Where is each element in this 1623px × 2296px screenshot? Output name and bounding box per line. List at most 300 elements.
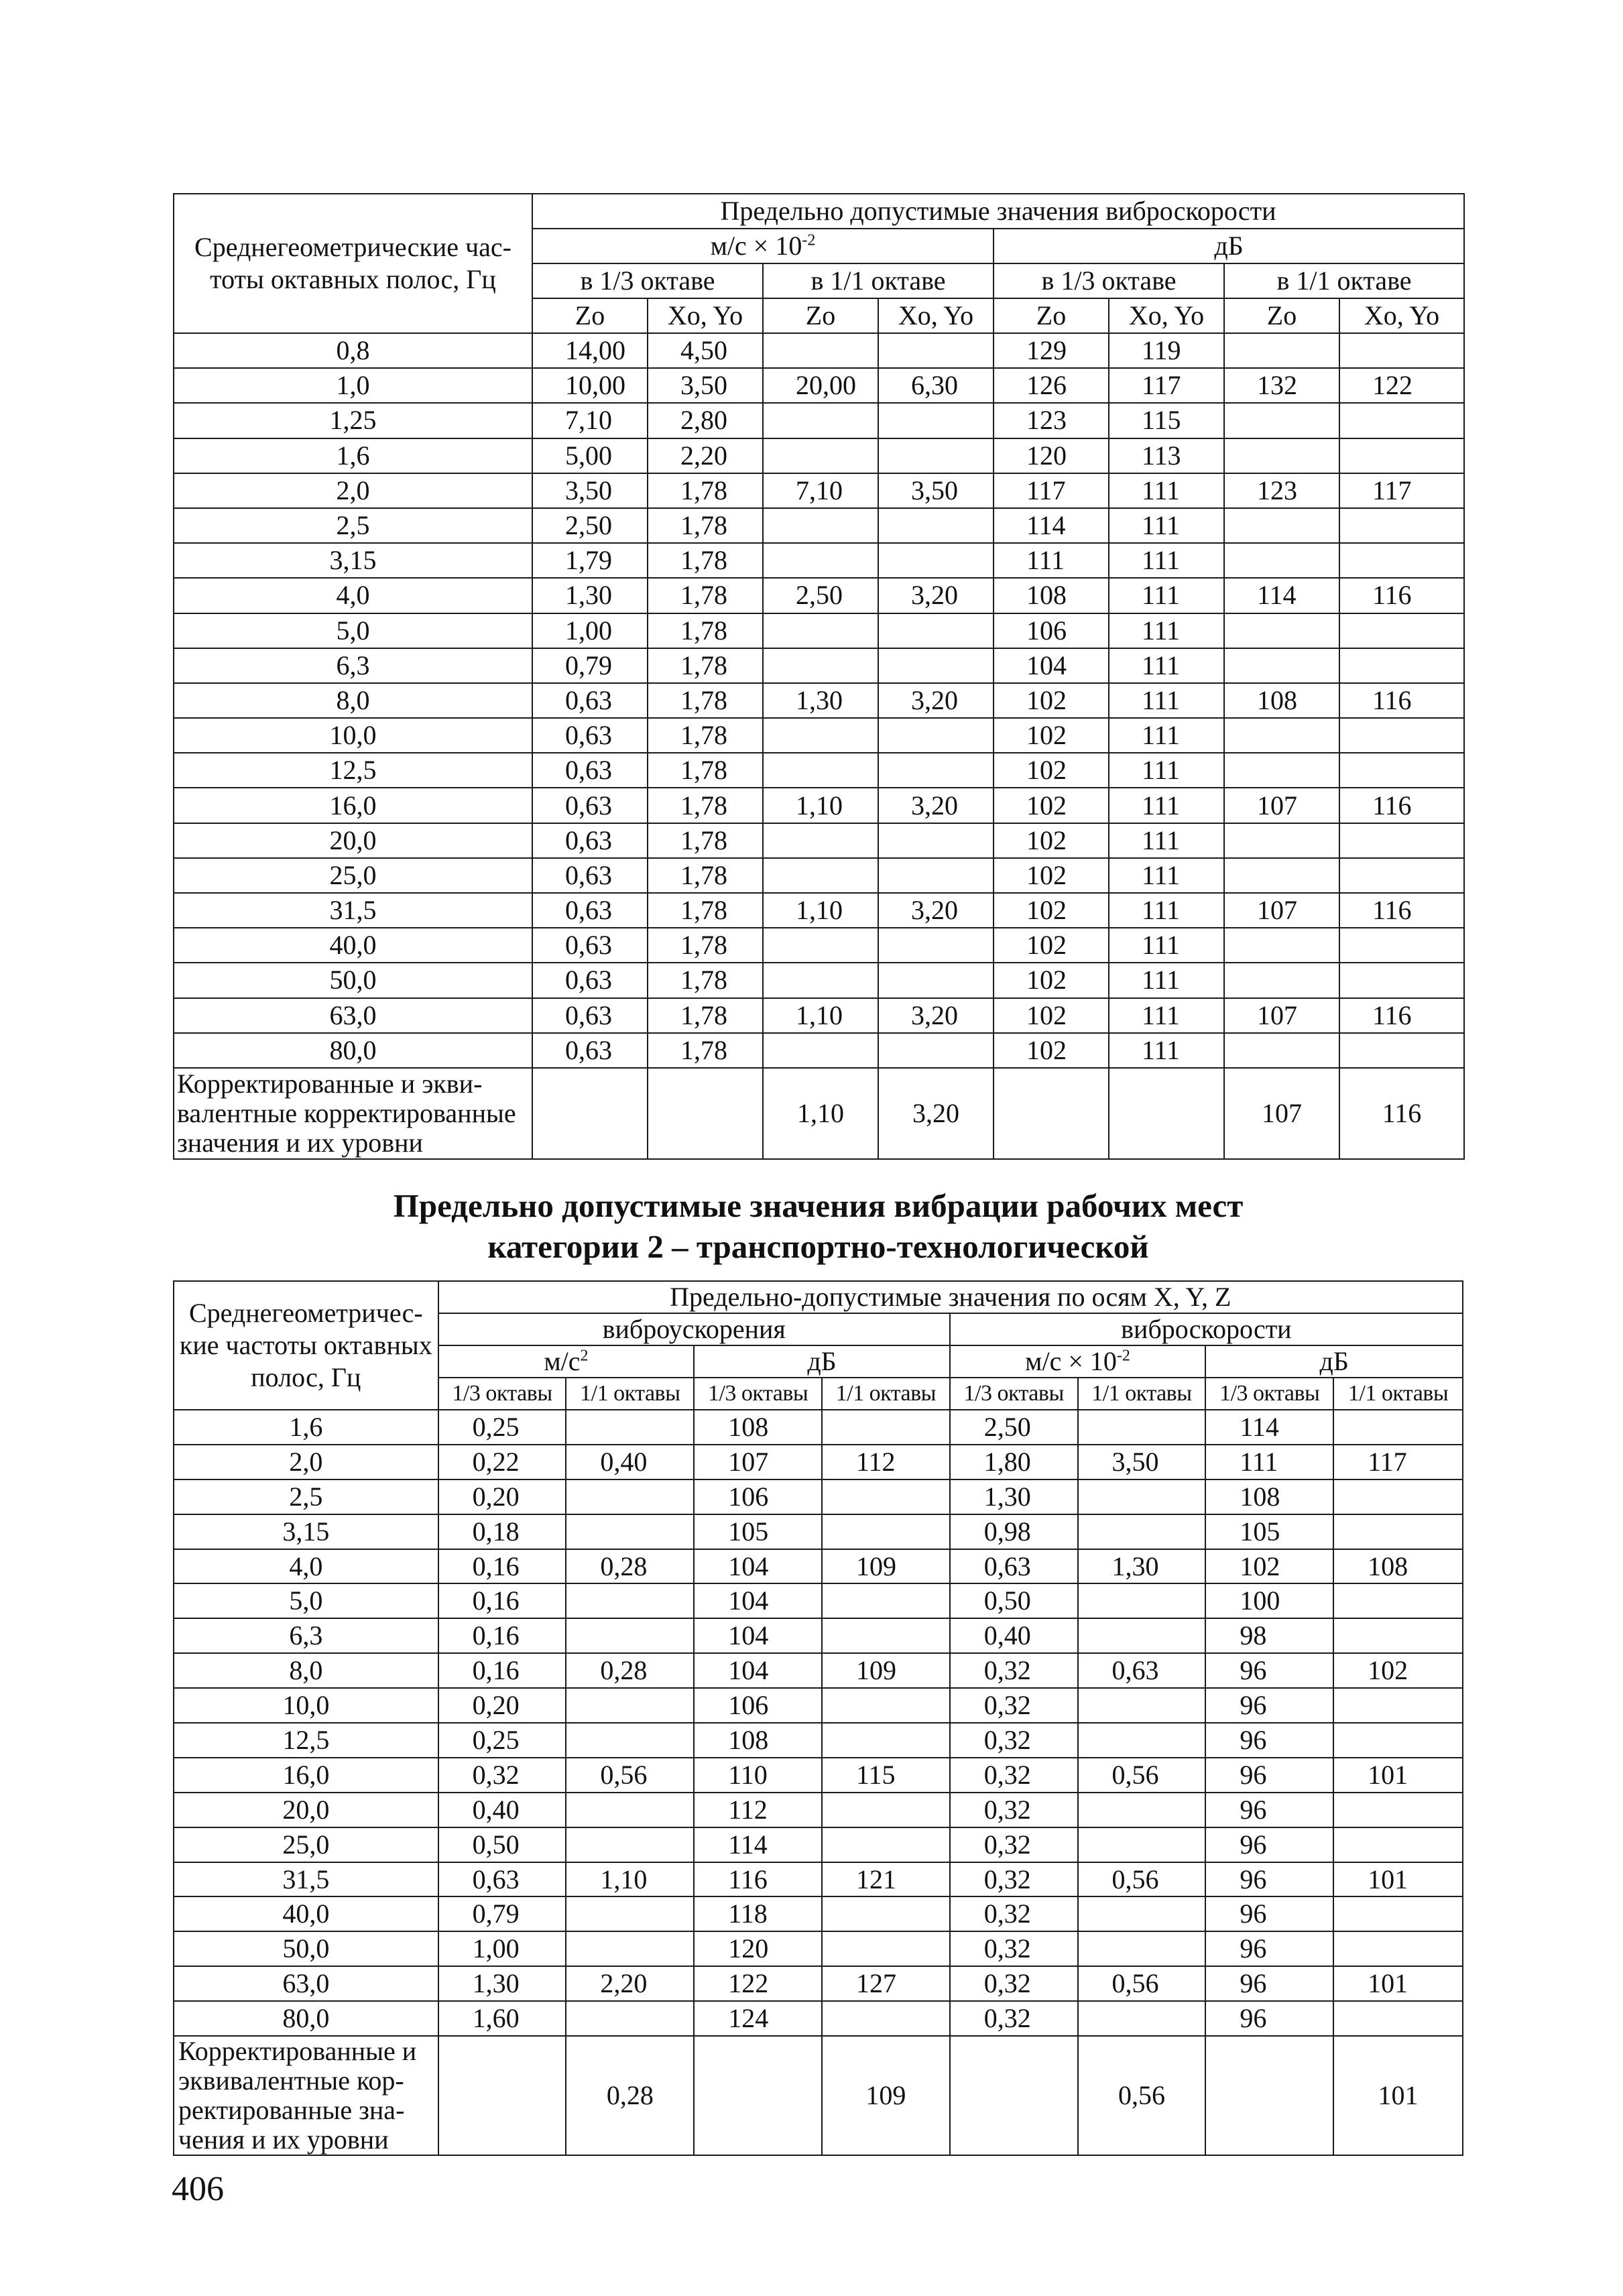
table2-value-cell: 111 [1205, 1445, 1333, 1479]
table1-value-cell: 111 [1109, 613, 1224, 648]
table1-footer-cell [648, 1068, 763, 1159]
table1-axis-xy-header: Xo, Yo [878, 298, 994, 333]
table1-value-cell: 120 [994, 438, 1109, 473]
table2-value-cell [1333, 2001, 1463, 2036]
table1-frequency-cell: 10,0 [174, 718, 532, 753]
table2-value-cell [566, 2001, 694, 2036]
table1-axis-xy-header: Xo, Yo [1109, 298, 1224, 333]
table2-band-13-header: 1/3 октавы [694, 1378, 822, 1410]
table1-footer-cell: 116 [1339, 1068, 1464, 1159]
table2-row [174, 1862, 1463, 1897]
table1-frequency-cell: 1,25 [174, 403, 532, 438]
table1-value-cell [1224, 753, 1339, 788]
table1-value-cell: 111 [1109, 648, 1224, 683]
table2-value-cell: 0,56 [566, 1758, 694, 1793]
table2-value-cell [1078, 1931, 1206, 1966]
table2-value-cell [566, 1479, 694, 1514]
table1-frequency-cell: 63,0 [174, 998, 532, 1033]
table2-value-cell: 108 [694, 1723, 822, 1758]
table1-value-cell: 113 [1109, 438, 1224, 473]
table1-value-cell: 102 [994, 683, 1109, 718]
table2-velocity-header: виброскорости [950, 1313, 1463, 1345]
table2-value-cell: 0,56 [1078, 1862, 1206, 1897]
table2-value-cell [566, 1618, 694, 1653]
table1-top-header: Предельно допустимые значения виброскорости [532, 194, 1464, 229]
table2-value-cell [1078, 1688, 1206, 1723]
table2-row [174, 1793, 1463, 1827]
table1-value-cell [878, 718, 994, 753]
table1-value-cell [878, 858, 994, 893]
table2-value-cell: 109 [822, 1653, 950, 1688]
table2-value-cell: 96 [1205, 1758, 1333, 1793]
table2-value-cell [566, 1514, 694, 1549]
table1-value-cell: 1,78 [648, 578, 763, 613]
table2-unit-ms-header: $м/с \times 10^{-2}$ [950, 1345, 1206, 1378]
table2-band-13-header: 1/3 октавы [950, 1378, 1078, 1410]
table2-frequency-cell: 63,0 [174, 1966, 438, 2001]
table1-value-cell: 104 [994, 648, 1109, 683]
table2-value-cell [822, 1618, 950, 1653]
table1-value-cell [878, 403, 994, 438]
table1-value-cell: 111 [1109, 543, 1224, 578]
table1-value-cell [878, 1033, 994, 1068]
table1-frequency-cell: 3,15 [174, 543, 532, 578]
section-title [173, 1185, 1463, 1268]
table1-value-cell [1339, 963, 1464, 998]
table1-value-cell: 111 [994, 543, 1109, 578]
table2-value-cell: 0,56 [1078, 1966, 1206, 2001]
table1-value-cell: 111 [1109, 858, 1224, 893]
table2-value-cell: 1,30 [1078, 1549, 1206, 1584]
table1-value-cell: 0,63 [532, 1033, 648, 1068]
table1-value-cell: 3,20 [878, 998, 994, 1033]
table1-value-cell: 5,00 [532, 438, 648, 473]
table2-value-cell [1333, 1514, 1463, 1549]
table2-value-cell: 0,32 [950, 1653, 1078, 1688]
table2-frequency-cell: 50,0 [174, 1931, 438, 1966]
table1-band-11-header: в 1/1 октаве [1224, 263, 1464, 298]
table2-value-cell [566, 1583, 694, 1618]
table2-value-cell: 0,32 [950, 1966, 1078, 2001]
table1-value-cell: 1,78 [648, 963, 763, 998]
table1-footer-cell: 1,10 [763, 1068, 878, 1159]
table1-value-cell [878, 438, 994, 473]
table2-value-cell: 96 [1205, 1723, 1333, 1758]
table2-footer-cell [1205, 2036, 1333, 2155]
table2-value-cell: 0,32 [438, 1758, 566, 1793]
table1-value-cell: 1,78 [648, 928, 763, 963]
table2-value-cell: 114 [1205, 1410, 1333, 1445]
table2-value-cell [1333, 1896, 1463, 1931]
table2-footer-cell: 0,28 [566, 2036, 694, 2155]
table2-value-cell [1078, 1896, 1206, 1931]
table2-value-cell [566, 1931, 694, 1966]
table1-frequency-cell: 40,0 [174, 928, 532, 963]
table2-value-cell [566, 1896, 694, 1931]
table2-value-cell: 106 [694, 1479, 822, 1514]
table1-value-cell: 111 [1109, 578, 1224, 613]
table2-footer-label: Корректированные и эквивалентные корректированные значения и их уровни [174, 2036, 438, 2155]
table2-value-cell [566, 1410, 694, 1445]
table2-value-cell: 0,20 [438, 1688, 566, 1723]
table2-value-cell: 96 [1205, 1653, 1333, 1688]
table2-value-cell: 121 [822, 1862, 950, 1897]
table1-value-cell [763, 508, 878, 543]
table2-value-cell [1078, 1514, 1206, 1549]
table2-value-cell: 127 [822, 1966, 950, 2001]
table2-value-cell: 2,20 [566, 1966, 694, 2001]
category2-vibration-table [173, 1280, 1463, 2156]
table2-band-11-header: 1/1 октавы [566, 1378, 694, 1410]
table1-value-cell [1224, 718, 1339, 753]
table2-frequency-cell: 80,0 [174, 2001, 438, 2036]
table1-row [174, 963, 1464, 998]
table2-row [174, 1549, 1463, 1584]
table1-value-cell: 1,78 [648, 613, 763, 648]
table1-value-cell: 20,00 [763, 368, 878, 403]
table2-value-cell: 107 [694, 1445, 822, 1479]
table1-value-cell: 1,78 [648, 823, 763, 858]
table2-value-cell [1333, 1827, 1463, 1862]
table2-footer-cell [950, 2036, 1078, 2155]
table2-frequency-cell: 20,0 [174, 1793, 438, 1827]
table1-value-cell: 111 [1109, 788, 1224, 823]
table2-band-11-header: 1/1 октавы [1333, 1378, 1463, 1410]
table1-value-cell: 107 [1224, 998, 1339, 1033]
table2-value-cell: 108 [694, 1410, 822, 1445]
table1-value-cell: 102 [994, 718, 1109, 753]
table1-value-cell: 116 [1339, 893, 1464, 928]
table1-frequency-cell: 6,3 [174, 648, 532, 683]
table1-value-cell: 111 [1109, 753, 1224, 788]
table1-row [174, 718, 1464, 753]
table2-value-cell [1078, 1793, 1206, 1827]
table1-value-cell: 2,80 [648, 403, 763, 438]
table2-value-cell: 1,30 [950, 1479, 1078, 1514]
table1-value-cell [878, 753, 994, 788]
table1-value-cell [878, 928, 994, 963]
table1-value-cell: 7,10 [532, 403, 648, 438]
table1-value-cell [1339, 403, 1464, 438]
table2-frequency-cell: 10,0 [174, 1688, 438, 1723]
table2-value-cell [1333, 1618, 1463, 1653]
table1-value-cell: 1,30 [532, 578, 648, 613]
table1-axis-xy-header: Xo, Yo [1339, 298, 1464, 333]
table2-value-cell: 101 [1333, 1966, 1463, 2001]
table1-row [174, 928, 1464, 963]
table1-frequency-cell: 80,0 [174, 1033, 532, 1068]
table1-value-cell: 0,63 [532, 998, 648, 1033]
table2-value-cell: 0,25 [438, 1723, 566, 1758]
table2-row [174, 1688, 1463, 1723]
section-title-line-1: Предельно допустимые значения вибрации рабочих мест [393, 1187, 1244, 1224]
table2-value-cell: 0,16 [438, 1653, 566, 1688]
table2-value-cell: 3,50 [1078, 1445, 1206, 1479]
table1-value-cell: 117 [1339, 473, 1464, 508]
table1-row [174, 683, 1464, 718]
table1-value-cell: 1,78 [648, 473, 763, 508]
table1-value-cell: 132 [1224, 368, 1339, 403]
table1-frequency-cell: 20,0 [174, 823, 532, 858]
table1-axis-z-header: Zo [1224, 298, 1339, 333]
table1-value-cell: 126 [994, 368, 1109, 403]
table1-value-cell: 1,10 [763, 998, 878, 1033]
table1-value-cell: 3,20 [878, 683, 994, 718]
table1-row [174, 893, 1464, 928]
table2-frequency-cell: 3,15 [174, 1514, 438, 1549]
table2-value-cell [1078, 1410, 1206, 1445]
table1-row [174, 368, 1464, 403]
table2-unit-db-header: дБ [694, 1345, 950, 1378]
table1-value-cell: 102 [994, 858, 1109, 893]
table1-value-cell [763, 963, 878, 998]
table1-value-cell: 107 [1224, 893, 1339, 928]
table1-value-cell: 0,79 [532, 648, 648, 683]
table2-value-cell [1078, 1827, 1206, 1862]
table2-frequency-cell: 4,0 [174, 1549, 438, 1584]
table1-value-cell [1339, 718, 1464, 753]
table2-frequency-cell: 1,6 [174, 1410, 438, 1445]
table2-value-cell [566, 1793, 694, 1827]
table2-value-cell [1078, 1723, 1206, 1758]
table1-value-cell: 123 [1224, 473, 1339, 508]
table2-value-cell: 104 [694, 1549, 822, 1584]
table2-footer-cell [438, 2036, 566, 2155]
table1-value-cell: 111 [1109, 998, 1224, 1033]
table2-value-cell: 0,18 [438, 1514, 566, 1549]
table2-row [174, 1583, 1463, 1618]
table2-value-cell [1333, 1793, 1463, 1827]
table2-value-cell: 102 [1205, 1549, 1333, 1584]
table1-value-cell [878, 823, 994, 858]
table1-value-cell: 111 [1109, 928, 1224, 963]
table2-frequency-cell: 12,5 [174, 1723, 438, 1758]
table1-value-cell: 123 [994, 403, 1109, 438]
table1-row [174, 578, 1464, 613]
table1-frequency-cell: 8,0 [174, 683, 532, 718]
table1-row [174, 543, 1464, 578]
table1-value-cell: 0,63 [532, 858, 648, 893]
table1-value-cell [1224, 823, 1339, 858]
table1-value-cell: 3,20 [878, 788, 994, 823]
table1-value-cell: 108 [994, 578, 1109, 613]
table1-value-cell [1224, 543, 1339, 578]
table2-top-header: Предельно-допустимые значения по осям X, Y, Z [438, 1281, 1463, 1313]
table2-band-13-header: 1/3 октавы [1205, 1378, 1333, 1410]
table2-value-cell: 1,30 [438, 1966, 566, 2001]
table2-unit-ms2-header: $м/с^2$ [438, 1345, 695, 1378]
table1-value-cell: 3,50 [532, 473, 648, 508]
table2-row [174, 1931, 1463, 1966]
table1-value-cell [1224, 1033, 1339, 1068]
table1-value-cell: 7,10 [763, 473, 878, 508]
table1-value-cell: 102 [994, 963, 1109, 998]
table1-value-cell: 3,20 [878, 893, 994, 928]
table2-value-cell: 117 [1333, 1445, 1463, 1479]
table1-frequency-cell: 25,0 [174, 858, 532, 893]
table1-value-cell: 0,63 [532, 963, 648, 998]
table2-value-cell: 0,20 [438, 1479, 566, 1514]
table1-row [174, 1033, 1464, 1068]
table1-value-cell [1339, 508, 1464, 543]
table1-value-cell: 116 [1339, 578, 1464, 613]
table1-value-cell: 116 [1339, 998, 1464, 1033]
table2-value-cell: 115 [822, 1758, 950, 1793]
table1-frequency-cell: 31,5 [174, 893, 532, 928]
table2-footer-cell: 109 [822, 2036, 950, 2155]
table1-value-cell: 102 [994, 893, 1109, 928]
table1-value-cell: 114 [1224, 578, 1339, 613]
table1-value-cell: 111 [1109, 718, 1224, 753]
table1-value-cell: 0,63 [532, 823, 648, 858]
table2-value-cell: 0,50 [438, 1827, 566, 1862]
table2-value-cell [1333, 1723, 1463, 1758]
table1-value-cell [878, 543, 994, 578]
table2-value-cell: 0,63 [438, 1862, 566, 1897]
table1-unit-db-header: дБ [994, 229, 1464, 263]
table2-value-cell: 0,40 [438, 1793, 566, 1827]
table2-value-cell: 96 [1205, 1966, 1333, 2001]
table2-value-cell [822, 1410, 950, 1445]
table1-value-cell: 102 [994, 998, 1109, 1033]
table1-value-cell: 0,63 [532, 788, 648, 823]
table1-footer-cell [532, 1068, 648, 1159]
table2-value-cell: 0,28 [566, 1653, 694, 1688]
table1-footer-cell: 3,20 [878, 1068, 994, 1159]
table2-value-cell: 96 [1205, 1862, 1333, 1897]
table1-row [174, 403, 1464, 438]
table1-value-cell: 111 [1109, 1033, 1224, 1068]
table1-value-cell: 4,50 [648, 333, 763, 368]
table1-value-cell: 2,20 [648, 438, 763, 473]
table2-value-cell: 100 [1205, 1583, 1333, 1618]
table1-row [174, 648, 1464, 683]
table1-value-cell: 3,20 [878, 578, 994, 613]
table1-value-cell: 1,78 [648, 683, 763, 718]
table1-value-cell: 106 [994, 613, 1109, 648]
table1-value-cell: 117 [1109, 368, 1224, 403]
table2-value-cell: 0,32 [950, 1827, 1078, 1862]
table1-value-cell [763, 1033, 878, 1068]
table2-value-cell: 101 [1333, 1862, 1463, 1897]
table1-value-cell: 111 [1109, 823, 1224, 858]
table1-value-cell: 116 [1339, 683, 1464, 718]
table2-value-cell [566, 1827, 694, 1862]
table1-value-cell [1224, 403, 1339, 438]
table2-value-cell: 108 [1205, 1479, 1333, 1514]
table1-frequency-cell: 5,0 [174, 613, 532, 648]
table2-value-cell: 104 [694, 1583, 822, 1618]
table2-frequency-cell: 8,0 [174, 1653, 438, 1688]
table2-row [174, 1445, 1463, 1479]
table1-value-cell: 116 [1339, 788, 1464, 823]
table2-value-cell: 0,32 [950, 1896, 1078, 1931]
table2-value-cell: 0,16 [438, 1618, 566, 1653]
table1-value-cell: 1,10 [763, 893, 878, 928]
table2-value-cell: 109 [822, 1549, 950, 1584]
table1-corner-header: Среднегеометрические частоты октавных полос, Гц [174, 194, 532, 333]
table2-value-cell: 96 [1205, 1931, 1333, 1966]
table2-value-cell: 0,32 [950, 1931, 1078, 1966]
table2-value-cell: 114 [694, 1827, 822, 1862]
table1-frequency-cell: 1,6 [174, 438, 532, 473]
table2-value-cell: 0,32 [950, 1723, 1078, 1758]
table1-row [174, 998, 1464, 1033]
table2-value-cell: 124 [694, 2001, 822, 2036]
table1-value-cell [1339, 823, 1464, 858]
table2-value-cell: 0,56 [1078, 1758, 1206, 1793]
table2-frequency-cell: 25,0 [174, 1827, 438, 1862]
table1-value-cell: 1,78 [648, 543, 763, 578]
table2-value-cell: 96 [1205, 1688, 1333, 1723]
table1-value-cell [1224, 928, 1339, 963]
table2-value-cell [1333, 1688, 1463, 1723]
table1-frequency-cell: 4,0 [174, 578, 532, 613]
table1-value-cell: 111 [1109, 683, 1224, 718]
table2-value-cell: 98 [1205, 1618, 1333, 1653]
table1-value-cell: 1,78 [648, 718, 763, 753]
table1-row [174, 473, 1464, 508]
table1-value-cell [763, 753, 878, 788]
table1-value-cell: 1,78 [648, 788, 763, 823]
table2-value-cell: 96 [1205, 2001, 1333, 2036]
table1-value-cell [763, 543, 878, 578]
table2-band-11-header: 1/1 октавы [1078, 1378, 1206, 1410]
table1-value-cell [763, 333, 878, 368]
table1-value-cell: 111 [1109, 508, 1224, 543]
table1-value-cell [878, 648, 994, 683]
table1-value-cell: 1,78 [648, 508, 763, 543]
table2-frequency-cell: 2,5 [174, 1479, 438, 1514]
table1-frequency-cell: 16,0 [174, 788, 532, 823]
table2-value-cell [1078, 1618, 1206, 1653]
table2-frequency-cell: 16,0 [174, 1758, 438, 1793]
table2-value-cell [1333, 1479, 1463, 1514]
table1-value-cell: 108 [1224, 683, 1339, 718]
table1-value-cell: 111 [1109, 893, 1224, 928]
table1-value-cell [878, 333, 994, 368]
table2-value-cell: 104 [694, 1618, 822, 1653]
table1-value-cell: 0,63 [532, 928, 648, 963]
table2-band-13-header: 1/3 октавы [438, 1378, 566, 1410]
table2-unit-db-header: дБ [1205, 1345, 1463, 1378]
table2-value-cell [822, 1896, 950, 1931]
table2-value-cell [822, 1479, 950, 1514]
table1-value-cell [1339, 928, 1464, 963]
table1-row [174, 823, 1464, 858]
table2-value-cell: 0,79 [438, 1896, 566, 1931]
table1-value-cell: 1,79 [532, 543, 648, 578]
table1-band-13-header: в 1/3 октаве [532, 263, 763, 298]
table2-value-cell: 0,40 [950, 1618, 1078, 1653]
table1-frequency-cell: 12,5 [174, 753, 532, 788]
table2-row [174, 1514, 1463, 1549]
table2-value-cell: 112 [694, 1793, 822, 1827]
table1-row [174, 753, 1464, 788]
table2-value-cell: 0,32 [950, 1758, 1078, 1793]
table2-value-cell: 105 [1205, 1514, 1333, 1549]
table2-corner-header: Среднегеометрические частоты октавных полос, Гц [174, 1281, 438, 1410]
table1-footer-cell: 107 [1224, 1068, 1339, 1159]
table2-value-cell: 0,16 [438, 1549, 566, 1584]
table1-band-13-header: в 1/3 октаве [994, 263, 1224, 298]
table1-value-cell: 0,63 [532, 683, 648, 718]
table1-axis-z-header: Zo [994, 298, 1109, 333]
table1-value-cell: 0,63 [532, 893, 648, 928]
table1-value-cell: 102 [994, 823, 1109, 858]
table1-value-cell [1224, 648, 1339, 683]
table1-value-cell [763, 403, 878, 438]
